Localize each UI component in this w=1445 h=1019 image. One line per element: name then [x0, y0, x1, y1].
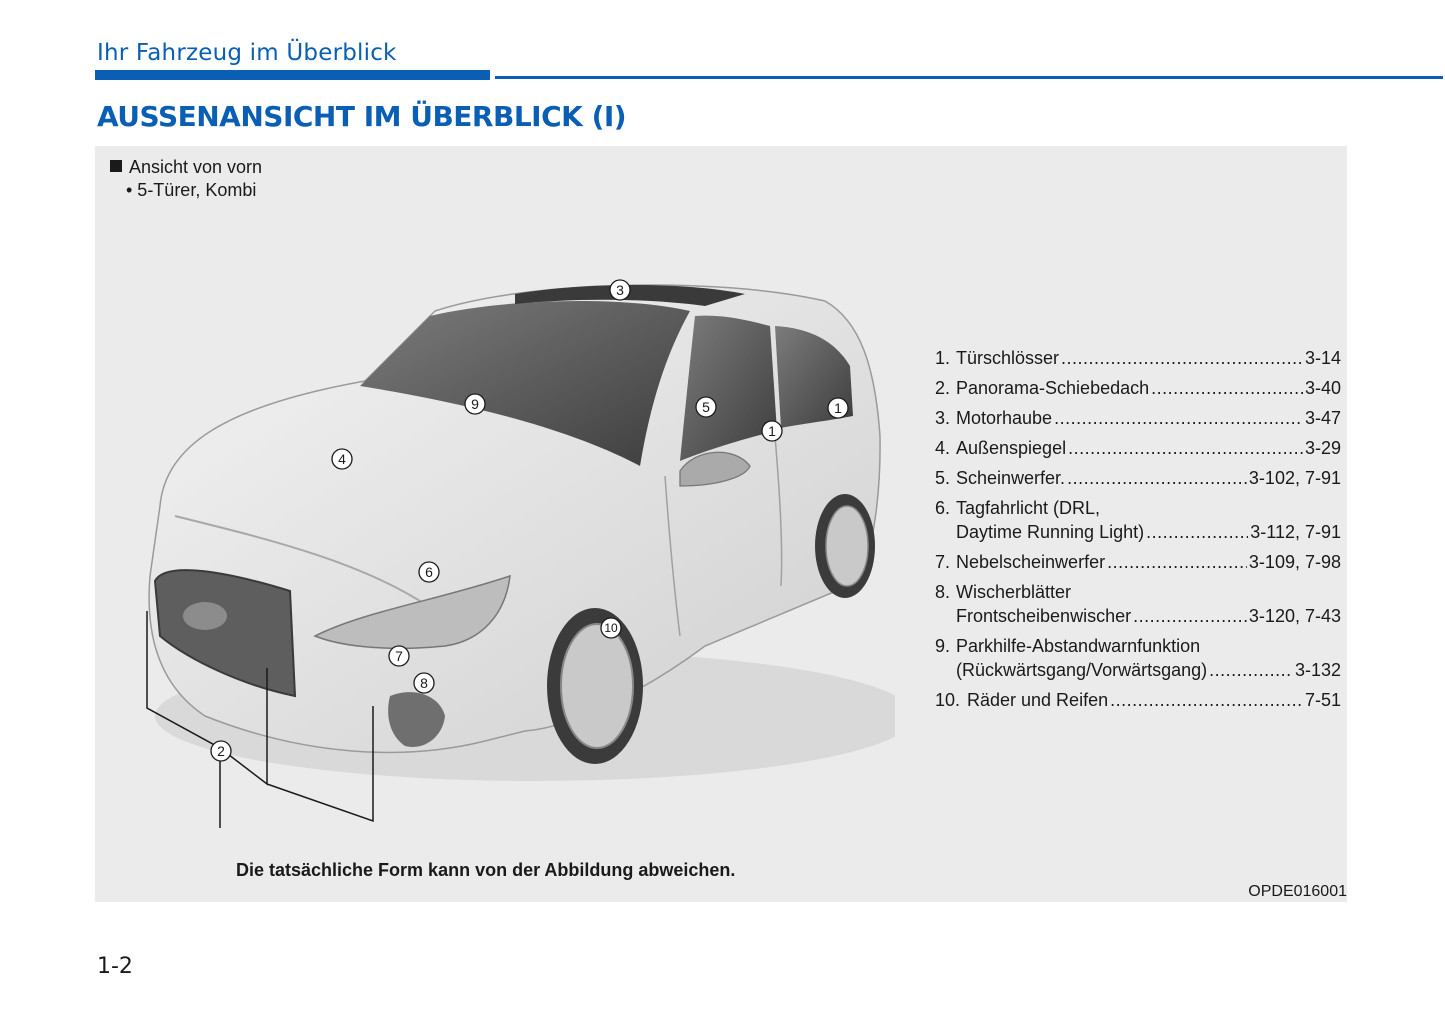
- svg-text:10: 10: [604, 621, 618, 635]
- disclaimer-caption: Die tatsächliche Form kann von der Abbildung abweichen.: [236, 860, 736, 880]
- svg-text:1: 1: [768, 423, 776, 439]
- svg-text:8: 8: [420, 675, 428, 691]
- marker-8: [465, 394, 485, 414]
- svg-text:2: 2: [217, 743, 225, 759]
- legend-item: 2. Panorama-Schiebedach ..... 3-40: [935, 376, 1341, 400]
- svg-text:1: 1: [834, 400, 842, 416]
- svg-text:3: 3: [616, 282, 624, 298]
- svg-text:6: 6: [425, 564, 433, 580]
- illustration-panel: [95, 146, 1347, 902]
- marker-9: [211, 741, 231, 761]
- page-number: 1-2: [97, 954, 133, 979]
- marker-5: [419, 562, 439, 582]
- header-rule-thick: [95, 70, 490, 80]
- legend-item: 9. Parkhilfe-Abstandwarnfunktion (Rückwärtsgang/Vorwärtsgang) ..... 3-132: [935, 634, 1341, 682]
- front-rim: [561, 624, 633, 748]
- rear-rim: [826, 506, 868, 586]
- svg-text:9: 9: [471, 396, 479, 412]
- car-illustration: [105, 216, 895, 836]
- marker-10: [601, 618, 621, 638]
- legend-item: 3. Motorhaube ..... 3-47: [935, 406, 1341, 430]
- header-rule-thin: [495, 76, 1443, 79]
- legend-item: 4. Außenspiegel ..... 3-29: [935, 436, 1341, 460]
- legend-item: 8. Wischerblätter Frontscheibenwischer ..... 3-120, 7-43: [935, 580, 1341, 628]
- image-code: OPDE016001: [1248, 883, 1347, 900]
- marker-7: [414, 673, 434, 693]
- page-heading: AUSSENANSICHT IM ÜBERBLICK (I): [97, 100, 627, 133]
- legend-item: 6. Tagfahrlicht (DRL, Daytime Running Light) ..... 3-112, 7-91: [935, 496, 1341, 544]
- square-bullet-icon: [110, 160, 122, 172]
- legend-item: 10. Räder und Reifen ..... 7-51: [935, 688, 1341, 712]
- legend-item: 7. Nebelscheinwerfer ..... 3-109, 7-98: [935, 550, 1341, 574]
- marker-2: [610, 280, 630, 300]
- svg-text:7: 7: [395, 648, 403, 664]
- svg-text:4: 4: [338, 451, 346, 467]
- marker-3: [332, 449, 352, 469]
- section-title: Ihr Fahrzeug im Überblick: [97, 40, 397, 66]
- svg-text:5: 5: [702, 399, 710, 415]
- marker-1-a: [828, 398, 848, 418]
- marker-4: [696, 397, 716, 417]
- marker-1-b: [762, 421, 782, 441]
- legend-item: 5. Scheinwerfer. ..... 3-102, 7-91: [935, 466, 1341, 490]
- view-subtitle: • 5-Türer, Kombi: [126, 180, 257, 200]
- legend-item: 1. Türschlösser ..... 3-14: [935, 346, 1341, 370]
- component-legend: [935, 346, 1341, 718]
- view-label: Ansicht von vorn: [110, 157, 262, 178]
- brand-logo: [183, 602, 227, 630]
- marker-6: [389, 646, 409, 666]
